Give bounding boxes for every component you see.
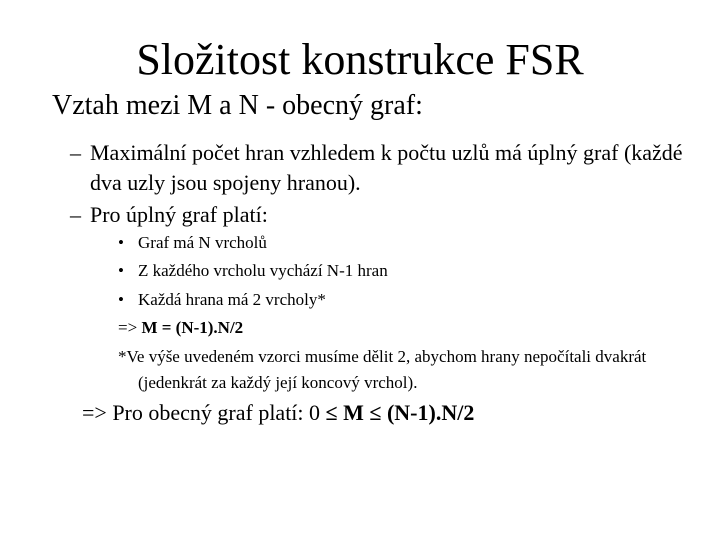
bullet-text: Každá hrana má 2 vrcholy* [138,290,326,309]
formula-bold: M = (N-1).N/2 [141,318,244,337]
bullet-item-edge-endpoints [118,287,326,313]
bullet-marker: • [118,261,124,280]
bullet-item-edges-per-vertex [118,258,388,284]
level1-text: Vztah mezi M a N - obecný graf: [52,90,423,121]
dash-item-text: Maximální počet hran vzhledem k počtu uzlů má úplný graf (každé dva uzly jsou spojeny hranou). [90,140,683,195]
dash-marker: – [70,202,81,227]
bullet-text: Z každého vrcholu vychází N-1 hran [138,261,388,280]
dash-marker: – [70,140,81,165]
bullet-marker: • [118,233,124,252]
conclusion-line [82,398,474,428]
footnote: *Ve výše uvedeném vzorci musíme dělit 2, abychom hrany nepočítali dvakrát (jedenkrát za každý její koncový vrchol). [118,347,647,392]
bullet-marker: • [118,290,124,309]
conclusion-bold: ≤ M ≤ (N-1).N/2 [325,400,475,425]
bullet-text: Graf má N vrcholů [138,233,267,252]
bullet-item-vertices [118,230,267,256]
slide-title: Složitost konstrukce FSR [136,35,584,84]
conclusion-prefix: => Pro obecný graf platí: 0 [82,400,326,425]
dash-item-text: Pro úplný graf platí: [90,202,268,227]
dash-item-max-edges [70,138,690,198]
formula-line [118,315,243,341]
formula-prefix: => [118,318,142,337]
dash-item-complete-graph [70,200,690,230]
